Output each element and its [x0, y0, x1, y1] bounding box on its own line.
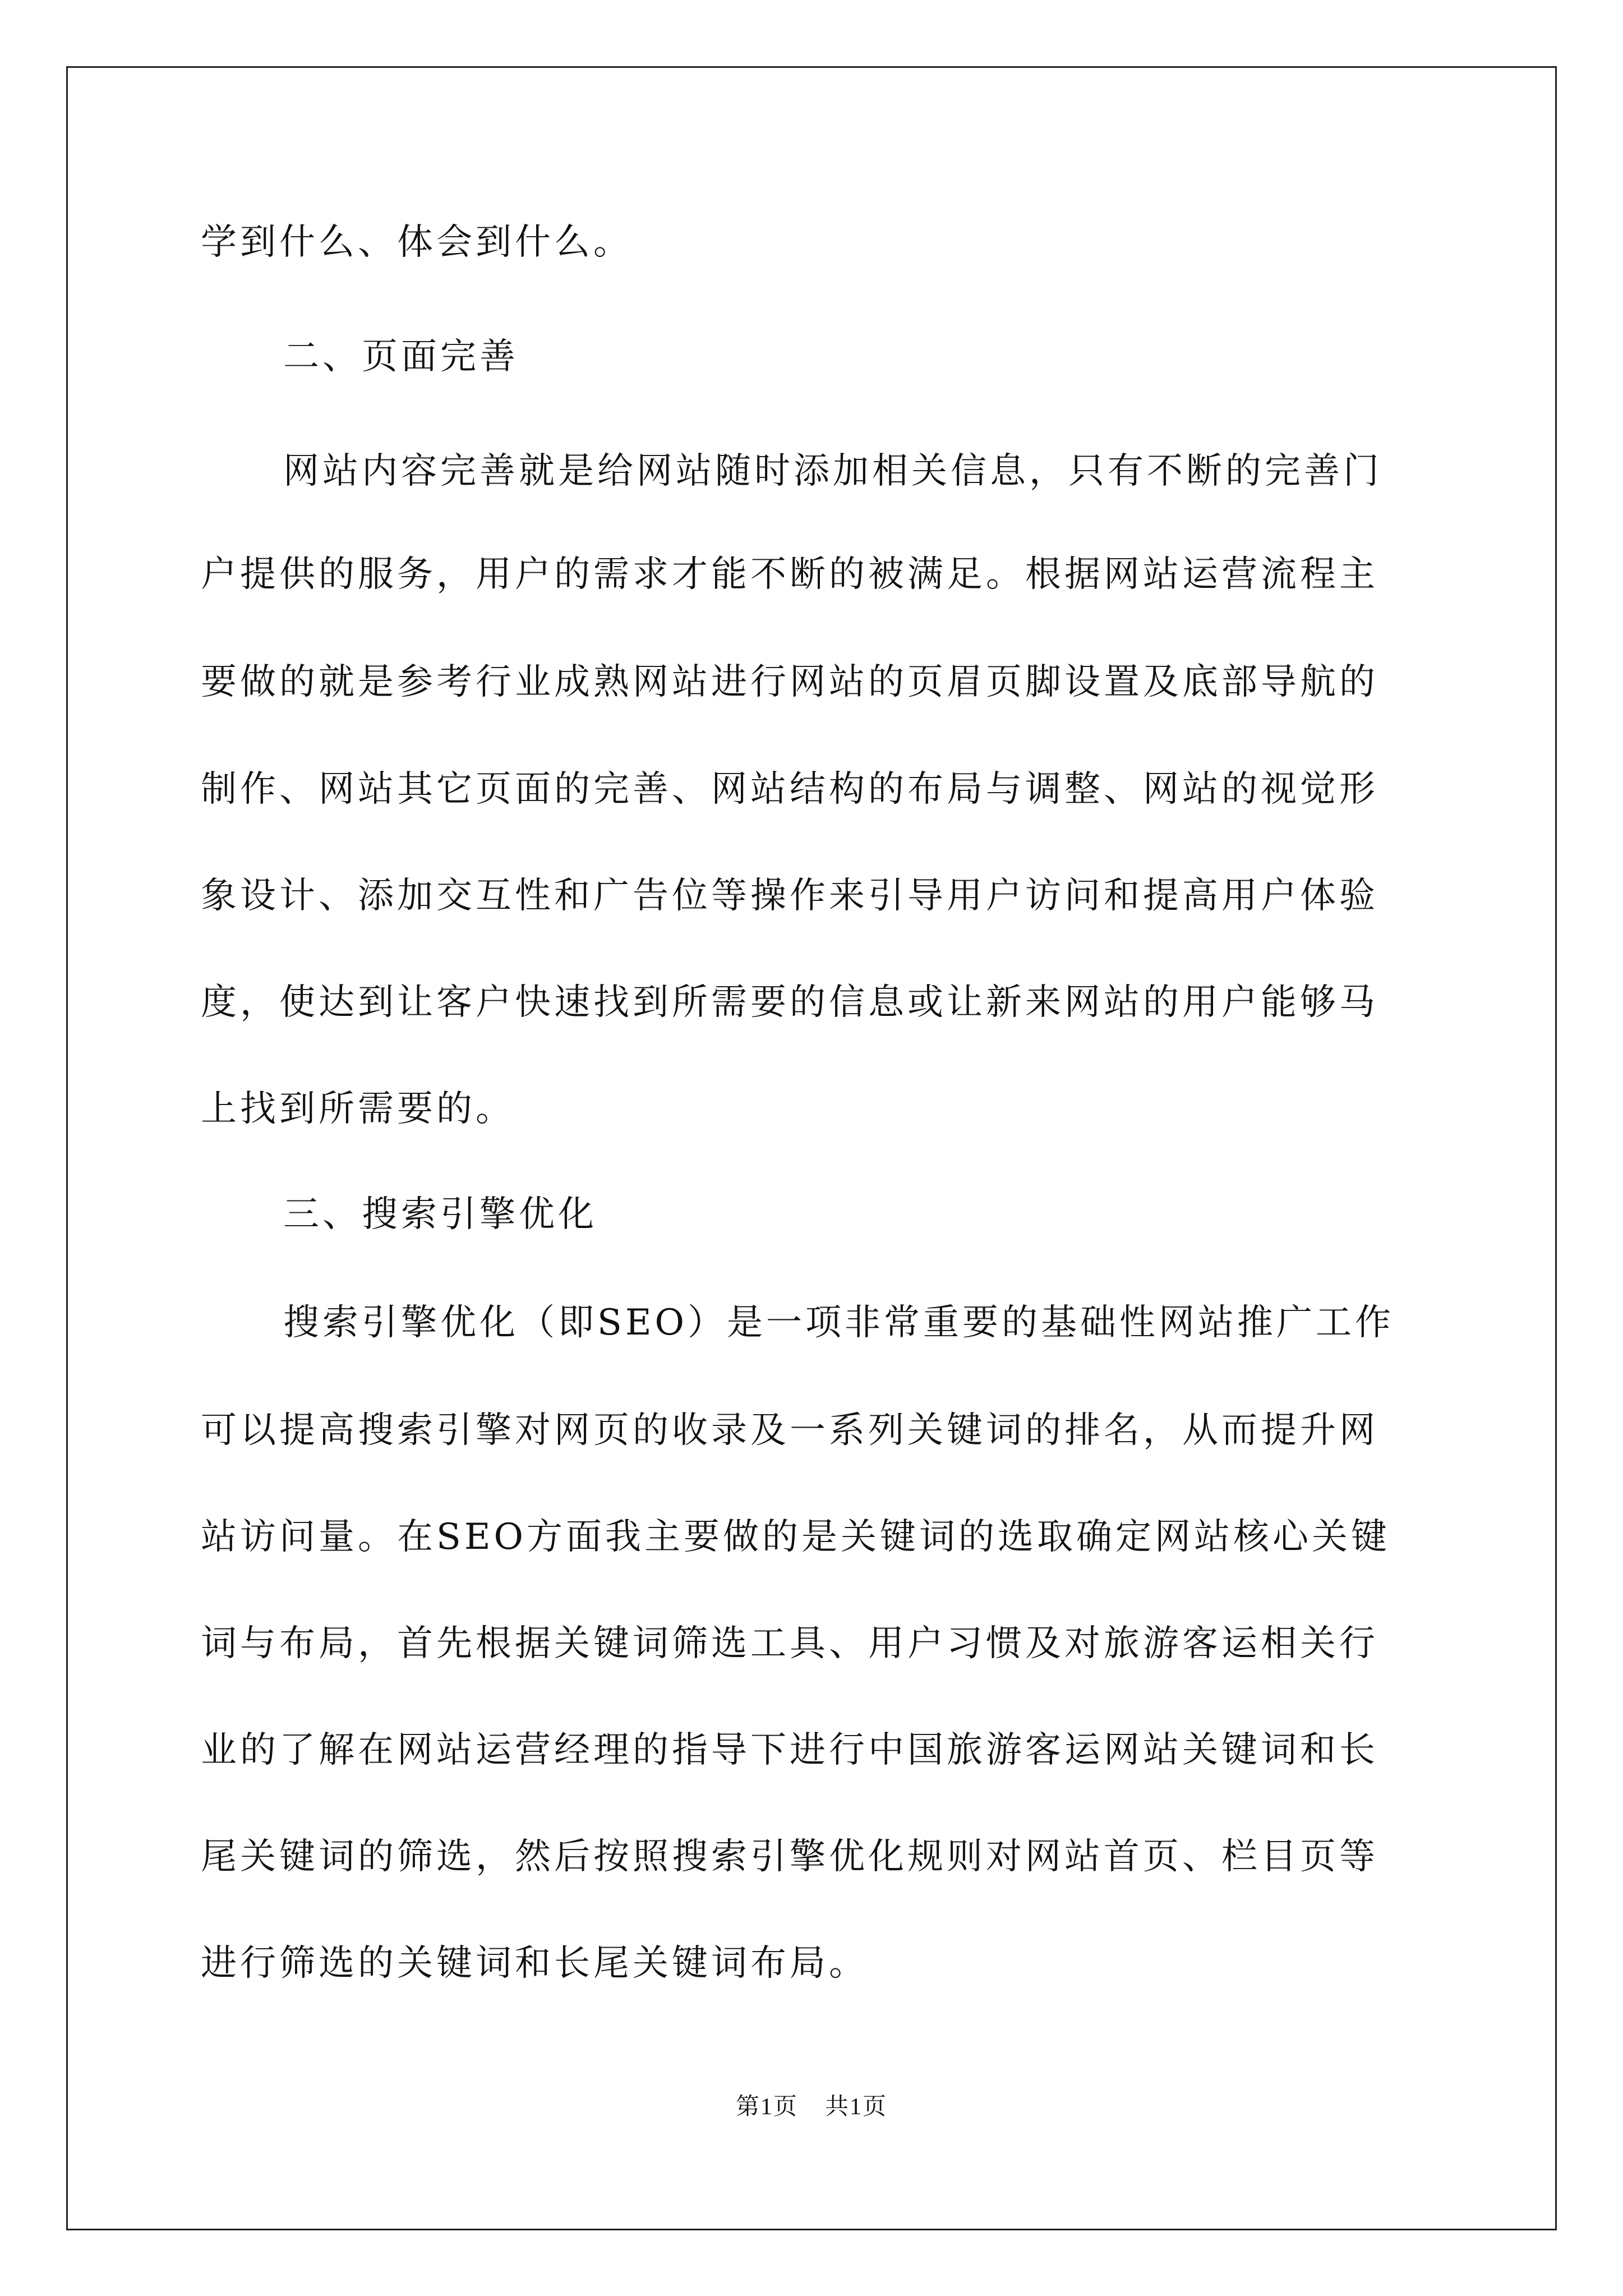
- body-line-13: 站访问量。在SEO方面我主要做的是关键词的选取确定网站核心关键: [201, 1516, 1391, 1558]
- body-line-7: 象设计、添加交互性和广告位等操作来引导用户访问和提高用户体验: [201, 875, 1378, 917]
- body-line-5: 要做的就是参考行业成熟网站进行网站的页眉页脚设置及底部导航的: [201, 661, 1378, 703]
- body-line-8: 度，使达到让客户快速找到所需要的信息或让新来网站的用户能够马: [201, 982, 1378, 1023]
- body-line-16: 尾关键词的筛选，然后按照搜索引擎优化规则对网站首页、栏目页等: [201, 1836, 1378, 1878]
- body-line-15: 业的了解在网站运营经理的指导下进行中国旅游客运网站关键词和长: [201, 1729, 1378, 1771]
- page-footer: [0, 2091, 1623, 2123]
- page-border: [66, 66, 1557, 2230]
- page-total: 共1页: [825, 2094, 888, 2120]
- body-line-6: 制作、网站其它页面的完善、网站结构的布局与调整、网站的视觉形: [201, 769, 1378, 810]
- body-line-17: 进行筛选的关键词和长尾关键词布局。: [201, 1943, 868, 1984]
- body-line-11: 搜索引擎优化（即SEO）是一项非常重要的基础性网站推广工作: [283, 1302, 1395, 1343]
- section-heading-seo: 三、搜索引擎优化: [283, 1194, 597, 1235]
- body-line-12: 可以提高搜索引擎对网页的收录及一系列关键词的排名，从而提升网: [201, 1410, 1378, 1451]
- body-line-14: 词与布局，首先根据关键词筛选工具、用户习惯及对旅游客运相关行: [201, 1623, 1378, 1664]
- section-heading-page-improvement: 二、页面完善: [283, 336, 519, 378]
- body-line-9: 上找到所需要的。: [201, 1088, 515, 1130]
- body-line-3: 网站内容完善就是给网站随时添加相关信息，只有不断的完善门: [283, 450, 1382, 492]
- body-line-1: 学到什么、体会到什么。: [201, 222, 633, 263]
- page-number: 第1页: [735, 2094, 798, 2120]
- body-line-4: 户提供的服务，用户的需求才能不断的被满足。根据网站运营流程主: [201, 554, 1378, 595]
